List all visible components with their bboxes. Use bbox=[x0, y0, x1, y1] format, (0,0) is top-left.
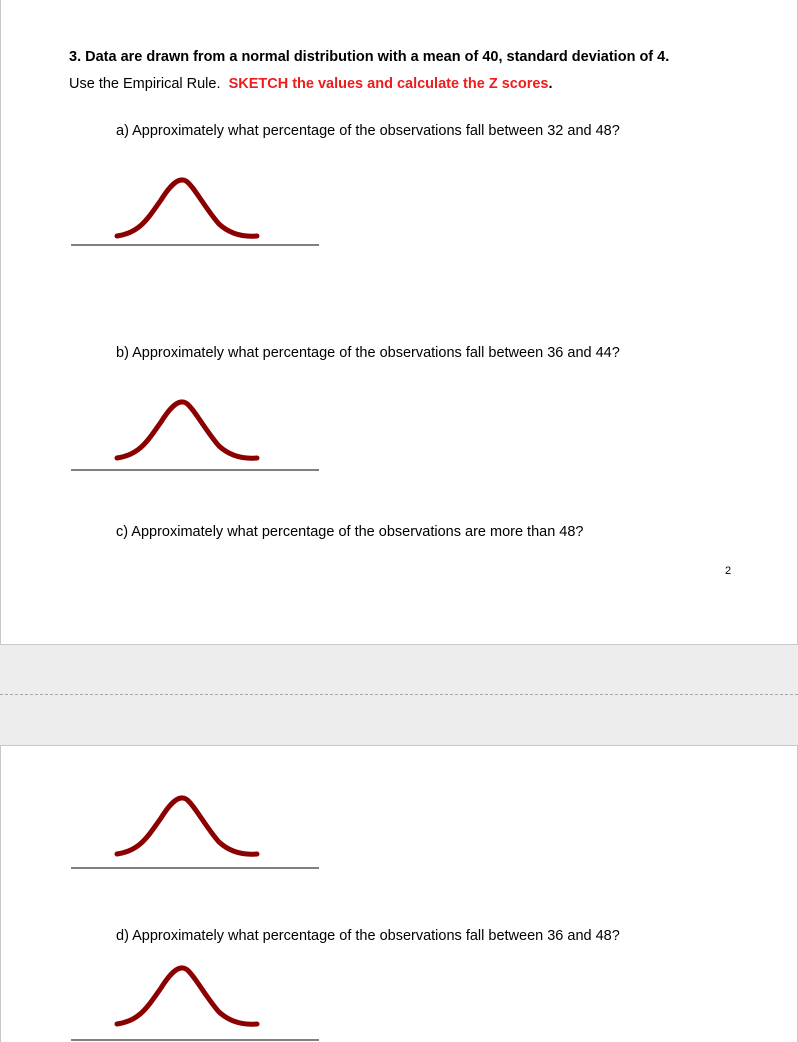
bell-curve-path bbox=[117, 968, 257, 1024]
bell-curve-icon bbox=[69, 791, 321, 871]
question-a: a) Approximately what percentage of the observations fall between 32 and 48? bbox=[116, 123, 620, 139]
page-number: 2 bbox=[725, 565, 732, 577]
bell-curve-icon bbox=[69, 170, 321, 250]
question-b: b) Approximately what percentage of the observations fall between 36 and 44? bbox=[116, 345, 620, 361]
problem-title: 3. Data are drawn from a normal distribution with a mean of 40, standard deviation of 4. bbox=[69, 49, 670, 65]
bell-curve-path bbox=[117, 402, 257, 458]
bell-curve-path bbox=[117, 180, 257, 236]
bell-curve-path bbox=[117, 798, 257, 854]
question-c: c) Approximately what percentage of the observations are more than 48? bbox=[116, 524, 584, 540]
worksheet-page-2 bbox=[0, 745, 798, 1042]
problem-instruction bbox=[69, 76, 553, 92]
page-break-divider bbox=[0, 694, 798, 695]
bell-curve-icon bbox=[69, 396, 321, 476]
instruction-end: . bbox=[548, 76, 553, 92]
question-d: d) Approximately what percentage of the observations fall between 36 and 48? bbox=[116, 928, 620, 944]
instruction-plain: Use the Empirical Rule. bbox=[69, 76, 221, 92]
instruction-emphasis: SKETCH the values and calculate the Z scores bbox=[228, 76, 549, 92]
bell-curve-icon bbox=[69, 961, 321, 1041]
